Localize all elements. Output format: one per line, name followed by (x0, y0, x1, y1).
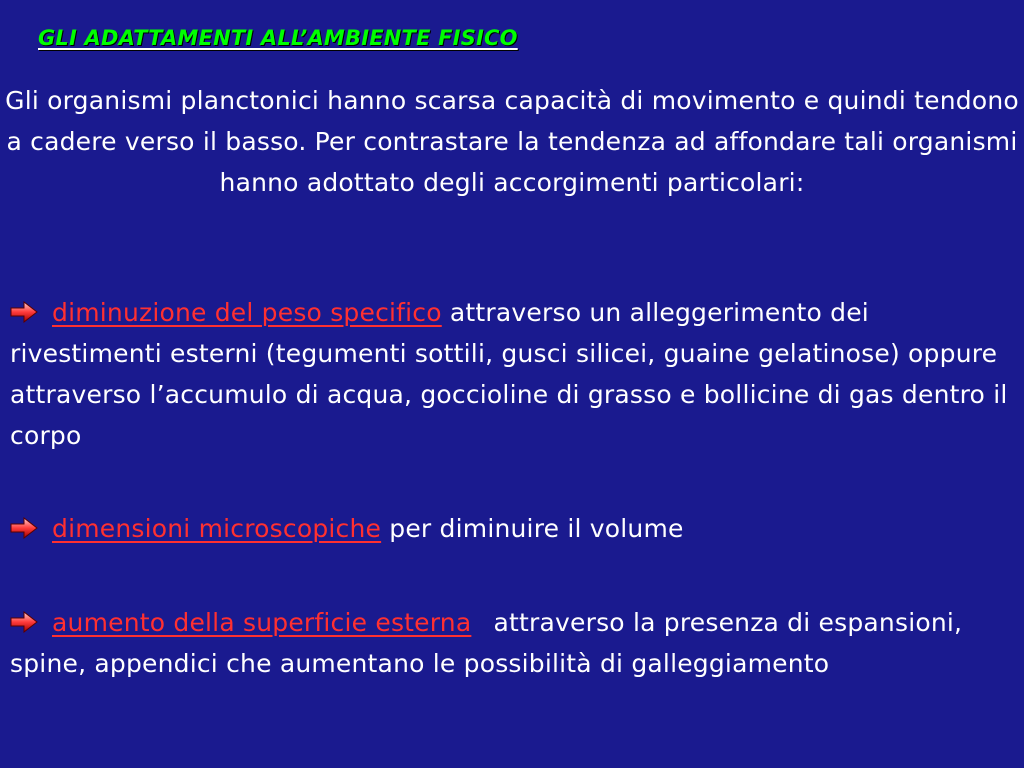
bullet-keyword: dimensioni microscopiche (52, 514, 382, 543)
bullet-item-1 (10, 292, 1014, 456)
arrow-right-icon (10, 301, 38, 323)
bullet-item-2 (10, 508, 1014, 549)
intro-paragraph: Gli organismi planctonici hanno scarsa capacità di movimento e quindi tendono a cadere verso il basso. Per contrastare la tendenza ad affondare tali organismi hanno adottato degli accorgimenti particolari: (5, 86, 1019, 197)
title-container (38, 26, 518, 50)
slide-title: GLI ADATTAMENTI ALL’AMBIENTE FISICO (38, 26, 518, 50)
arrow-right-icon (10, 611, 38, 633)
bullet-text: attraverso la presenza di espansioni, spine, appendici che aumentano le possibilità di galleggiamento (10, 608, 963, 678)
bullet-text: per diminuire il volume (381, 514, 684, 543)
bullet-keyword: diminuzione del peso specifico (52, 298, 442, 327)
bullet-item-3 (10, 602, 1014, 684)
bullet-text: attraverso un alleggerimento dei rivestimenti esterni (tegumenti sottili, gusci silicei, guaine gelatinose) oppure attraverso l’accumulo di acqua, goccioline di grasso e bollicine di gas dentro il corpo (10, 298, 1008, 450)
bullet-keyword: aumento della superficie esterna (52, 608, 472, 637)
arrow-right-icon (10, 517, 38, 539)
